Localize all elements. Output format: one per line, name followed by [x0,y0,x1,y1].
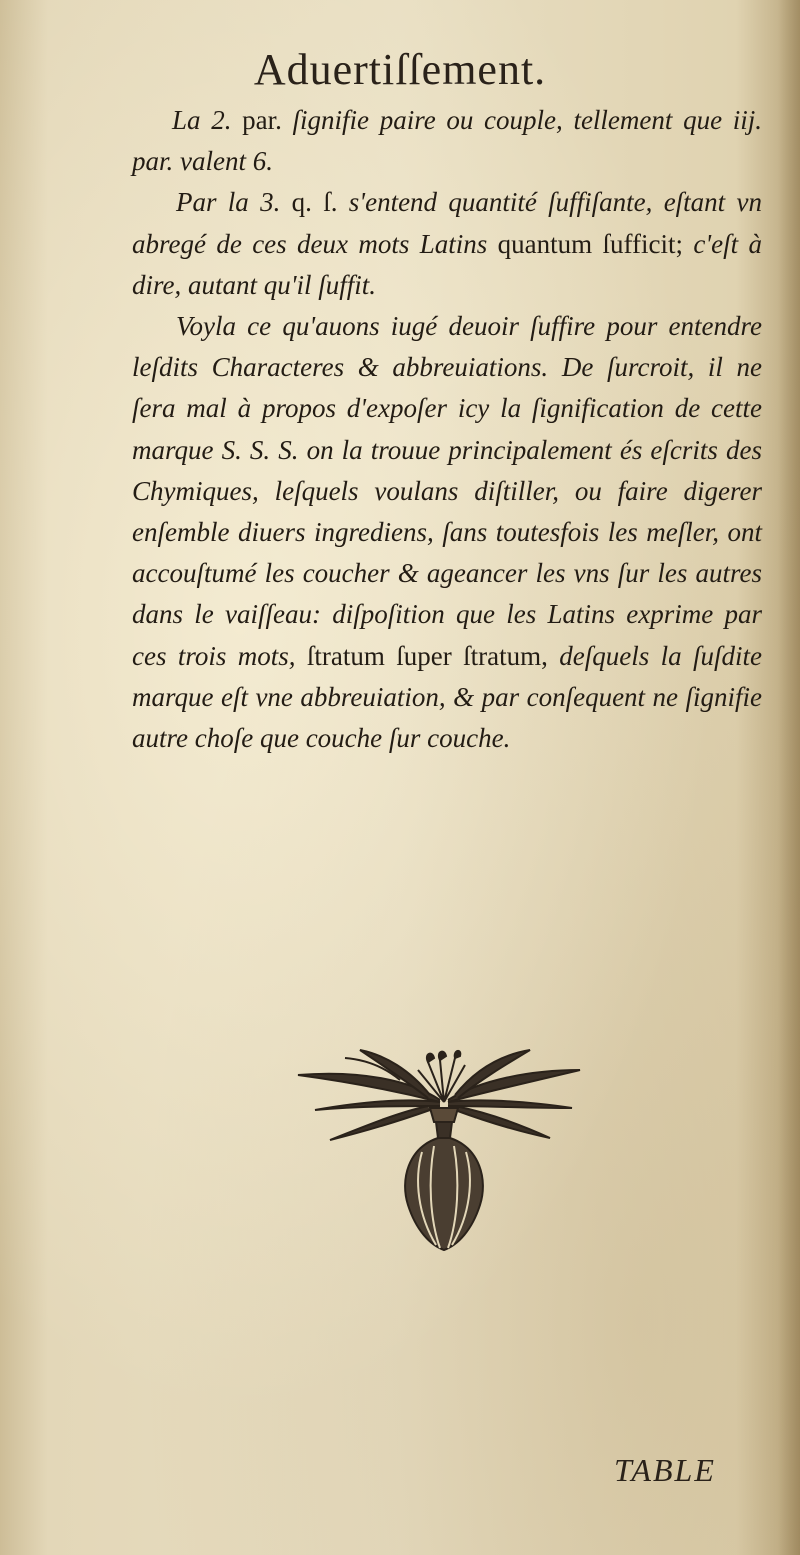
text-run: deſquels la ſuſdite marque eſt vne abbreuiation, & par conſequent ne ſignifie autre choſe que couche ſur couche. [132,640,762,754]
paragraph [132,182,762,306]
text-run: Par la 3. [176,187,292,218]
text-run: s'entend quantité ſuffiſante, eſtant vn abregé de ces deux mots Latins [132,187,762,259]
flower-vase-icon [290,1040,590,1255]
text-run: Voyla ce qu'auons iugé deuoir ſuffire pour entendre leſdits Characteres & abbreuiations. De ſurcroit, il ne ſera mal à propos d'expoſer icy la ſignification de cette marque S. S. S. on la trouue principalement és eſcrits des Chymiques, leſquels voulans diſtiller, ou faire digerer enſemble diuers ingrediens, ſans toutesfois les meſler, ont accouſtumé les coucher & ageancer les vns ſur les autres dans le vaiſſeau: diſpoſition que les Latins exprime par ces trois mots, [132,311,762,671]
text-run: q. ſ. [291,187,349,218]
text-run: La 2. [172,105,243,135]
page-gutter-shadow [778,0,800,1555]
paragraph [132,306,762,759]
page-heading: Aduertiſſement. [253,45,547,94]
catchword: TABLE [614,1452,716,1488]
text-run: ſignifie paire ou couple, tellement que iij. par. valent 6. [132,105,762,177]
text-run: quantum ſufficit; [497,228,694,259]
text-run: par. [242,105,293,135]
body-text [132,100,762,759]
text-run: c'eſt à dire, autant qu'il ſuffit. [132,228,762,300]
text-run: ſtratum ſuper ſtratum, [306,640,560,671]
paragraph [132,100,762,182]
